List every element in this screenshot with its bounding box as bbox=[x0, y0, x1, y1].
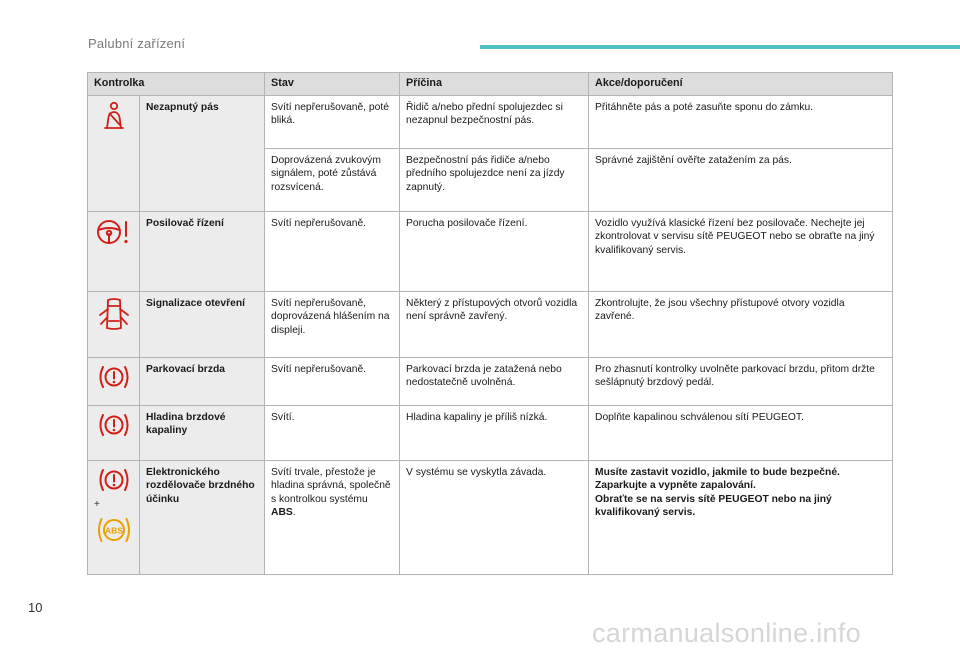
header-akce: Akce/doporučení bbox=[589, 73, 893, 96]
row-pricina: V systému se vyskytla závada. bbox=[400, 461, 589, 575]
row-akce: Přitáhněte pás a poté zasuňte sponu do zámku. bbox=[589, 96, 893, 149]
row-name: Posilovač řízení bbox=[140, 212, 265, 292]
row-pricina: Řidič a/nebo přední spolujezdec si nezapnul bezpečnostní pás. bbox=[400, 96, 589, 149]
row-stav: Svítí nepřerušovaně. bbox=[265, 212, 400, 292]
row-name: Hladina brzdové kapaliny bbox=[140, 406, 265, 461]
parking-brake-icon bbox=[97, 363, 131, 391]
header-pricina: Příčina bbox=[400, 73, 589, 96]
icon-cell bbox=[88, 461, 140, 575]
row-akce: Vozidlo využívá klasické řízení bez posilovače. Nechejte jej zkontrolovat v servisu sítě PEUGEOT nebo se obraťte na jiný kvalifikovaný servis. bbox=[589, 212, 893, 292]
icon-plus: + bbox=[94, 499, 100, 510]
table-row bbox=[88, 96, 893, 149]
power-steering-icon bbox=[95, 217, 133, 247]
abs-icon-label: ABS bbox=[104, 525, 123, 536]
brake-fluid-icon bbox=[97, 411, 131, 439]
section-title: Palubní zařízení bbox=[88, 36, 186, 51]
row-akce: Zkontrolujte, že jsou všechny přístupové otvory vozidla zavřené. bbox=[589, 292, 893, 358]
row-name: Signalizace otevření bbox=[140, 292, 265, 358]
row-stav: Doprovázená zvukovým signálem, poté zůstává rozsvícená. bbox=[265, 149, 400, 212]
row-stav-text: Svítí trvale, přestože je hladina správná, společně s kontrolkou systému bbox=[271, 467, 391, 505]
row-stav: Svítí nepřerušovaně, doprovázená hlášením na displeji. bbox=[265, 292, 400, 358]
abs-icon bbox=[96, 515, 132, 545]
row-akce: Doplňte kapalinou schválenou sítí PEUGEOT. bbox=[589, 406, 893, 461]
table-header-row bbox=[88, 73, 893, 96]
row-stav: Svítí. bbox=[265, 406, 400, 461]
brake-warning-icon bbox=[97, 466, 131, 494]
table-row bbox=[88, 406, 893, 461]
row-pricina: Některý z přístupových otvorů vozidla není správně zavřený. bbox=[400, 292, 589, 358]
page-number: 10 bbox=[28, 600, 43, 615]
icon-cell bbox=[88, 292, 140, 358]
row-akce bbox=[589, 461, 893, 575]
table-row bbox=[88, 292, 893, 358]
icon-cell bbox=[88, 96, 140, 212]
icon-cell bbox=[88, 358, 140, 406]
action-line: Zaparkujte a vypněte zapalování. bbox=[595, 480, 756, 492]
header-kontrolka: Kontrolka bbox=[88, 73, 265, 96]
row-stav: Svítí nepřerušovaně, poté bliká. bbox=[265, 96, 400, 149]
table-row bbox=[88, 461, 893, 575]
row-akce: Správné zajištění ověřte zatažením za pás. bbox=[589, 149, 893, 212]
row-pricina: Porucha posilovače řízení. bbox=[400, 212, 589, 292]
row-pricina: Bezpečnostní pás řidiče a/nebo předního spolujezdce není za jízdy zapnutý. bbox=[400, 149, 589, 212]
icon-cell bbox=[88, 212, 140, 292]
watermark: carmanualsonline.info bbox=[592, 618, 861, 648]
warning-lights-table bbox=[87, 72, 893, 575]
seatbelt-icon bbox=[99, 101, 129, 131]
row-stav bbox=[265, 461, 400, 575]
door-open-icon bbox=[97, 297, 131, 331]
row-pricina: Hladina kapaliny je příliš nízká. bbox=[400, 406, 589, 461]
row-name: Elektronického rozdělovače brzdného účinku bbox=[140, 461, 265, 575]
action-line: Obraťte se na servis sítě PEUGEOT nebo na jiný kvalifikovaný servis. bbox=[595, 493, 832, 518]
row-stav: Svítí nepřerušovaně. bbox=[265, 358, 400, 406]
row-name: Parkovací brzda bbox=[140, 358, 265, 406]
header-accent-bar bbox=[480, 45, 960, 49]
row-akce: Pro zhasnutí kontrolky uvolněte parkovací brzdu, přitom držte sešlápnutý brzdový pedál. bbox=[589, 358, 893, 406]
row-stav-end: . bbox=[292, 506, 296, 518]
row-stav-abs: ABS bbox=[271, 506, 293, 518]
header-stav: Stav bbox=[265, 73, 400, 96]
row-name: Nezapnutý pás bbox=[140, 96, 265, 212]
table-row bbox=[88, 358, 893, 406]
table-row bbox=[88, 212, 893, 292]
row-pricina: Parkovací brzda je zatažená nebo nedostatečně uvolněná. bbox=[400, 358, 589, 406]
icon-cell bbox=[88, 406, 140, 461]
action-line: Musíte zastavit vozidlo, jakmile to bude bezpečné. bbox=[595, 467, 840, 478]
